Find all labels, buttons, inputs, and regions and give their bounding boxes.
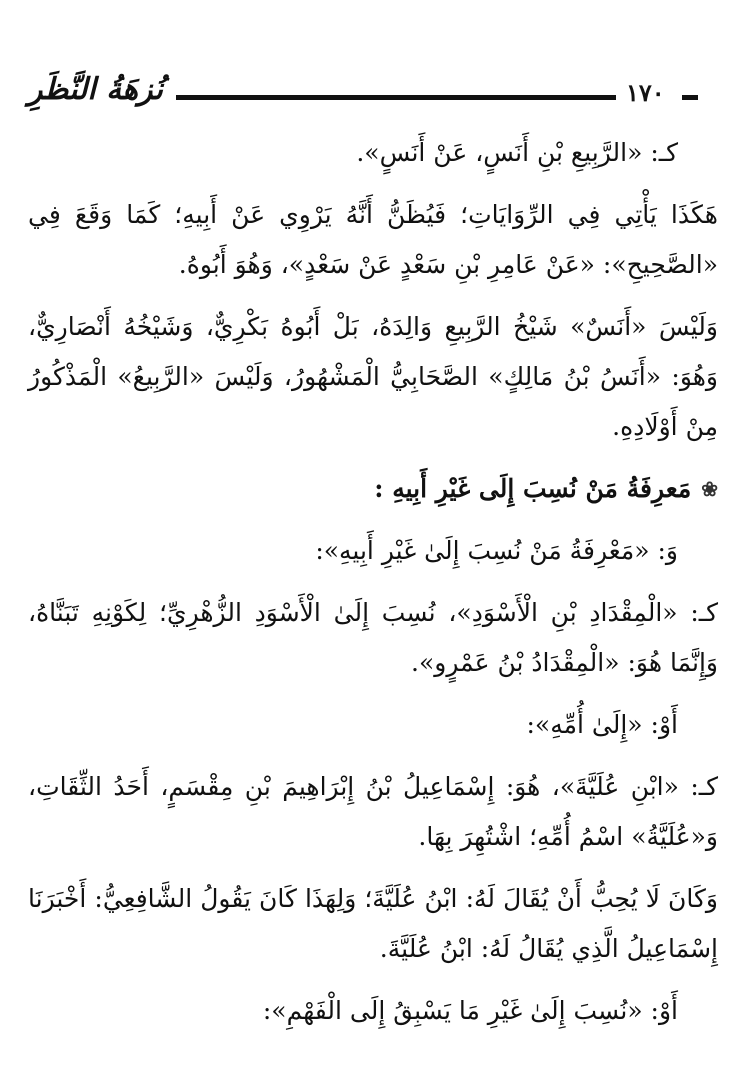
paragraph: وَلَيْسَ «أَنَسٌ» شَيْخُ الرَّبِيعِ وَالِدَهُ، بَلْ أَبُوهُ بَكْرِيٌّ، وَشَيْخُهُ أَنْصَارِيٌّ، وَهُوَ: «أَنَسُ بْنُ مَالِكٍ» الصَّحَابِيُّ الْمَشْهُورُ، وَلَيْسَ «الرَّبِيعُ» الْمَذْكُورُ مِنْ أَوْلَادِهِ.	[28, 312, 718, 441]
page-body	[28, 128, 718, 1048]
page-number-dash	[682, 95, 698, 100]
paragraph: هَكَذَا يَأْتِي فِي الرِّوَايَاتِ؛ فَيُظَنُّ أَنَّهُ يَرْوِي عَنْ أَبِيهِ؛ كَمَا وَقَعَ فِي «الصَّحِيحِ»: «عَنْ عَامِرِ بْنِ سَعْدٍ عَنْ سَعْدٍ»، وَهُوَ أَبُوهُ.	[28, 200, 718, 279]
header-rule	[176, 95, 616, 100]
book-title: نُزهَةُ النَّظَرِ	[28, 72, 163, 107]
paragraph: كـ: «ابْنِ عُلَيَّةَ»، هُوَ: إِسْمَاعِيلُ بْنُ إِبْرَاهِيمَ بْنِ مِقْسَمٍ، أَحَدُ الثِّقَاتِ، وَ«عُلَيَّةُ» اسْمُ أُمِّهِ؛ اشْتُهِرَ بِهَا.	[28, 772, 718, 851]
section-title: مَعرِفَةُ مَنْ نُسِبَ إِلَى غَيْرِ أَبِيهِ :	[374, 474, 692, 503]
paragraph: أَوْ: «نُسِبَ إِلَىٰ غَيْرِ مَا يَسْبِقُ إِلَى الْفَهْمِ»:	[262, 996, 678, 1025]
paragraph: كـ: «الْمِقْدَادِ بْنِ الْأَسْوَدِ»، نُسِبَ إِلَىٰ الْأَسْوَدِ الزُّهْرِيِّ؛ لِكَوْنِهِ تَبَنَّاهُ، وَإِنَّمَا هُوَ: «الْمِقْدَادُ بْنُ عَمْرٍو».	[28, 598, 718, 677]
paragraph: كـ: «الرَّبِيعِ بْنِ أَنَسٍ، عَنْ أَنَسٍ».	[356, 138, 678, 167]
paragraph: وَكَانَ لَا يُحِبُّ أَنْ يُقَالَ لَهُ: ابْنُ عُلَيَّةَ؛ وَلِهَذَا كَانَ يَقُولُ الشَّافِعِيُّ: أَخْبَرَنَا إِسْمَاعِيلُ الَّذِي يُقَالُ لَهُ: ابْنُ عُلَيَّةَ.	[28, 884, 718, 963]
paragraph: وَ: «مَعْرِفَةُ مَنْ نُسِبَ إِلَىٰ غَيْرِ أَبِيهِ»:	[315, 536, 678, 565]
paragraph: أَوْ: «إِلَىٰ أُمِّهِ»:	[526, 710, 678, 739]
page-number: ١٧٠	[626, 78, 665, 107]
section-heading	[28, 464, 718, 514]
flower-ornament-icon: ❀	[701, 477, 718, 501]
page-header	[28, 58, 718, 118]
